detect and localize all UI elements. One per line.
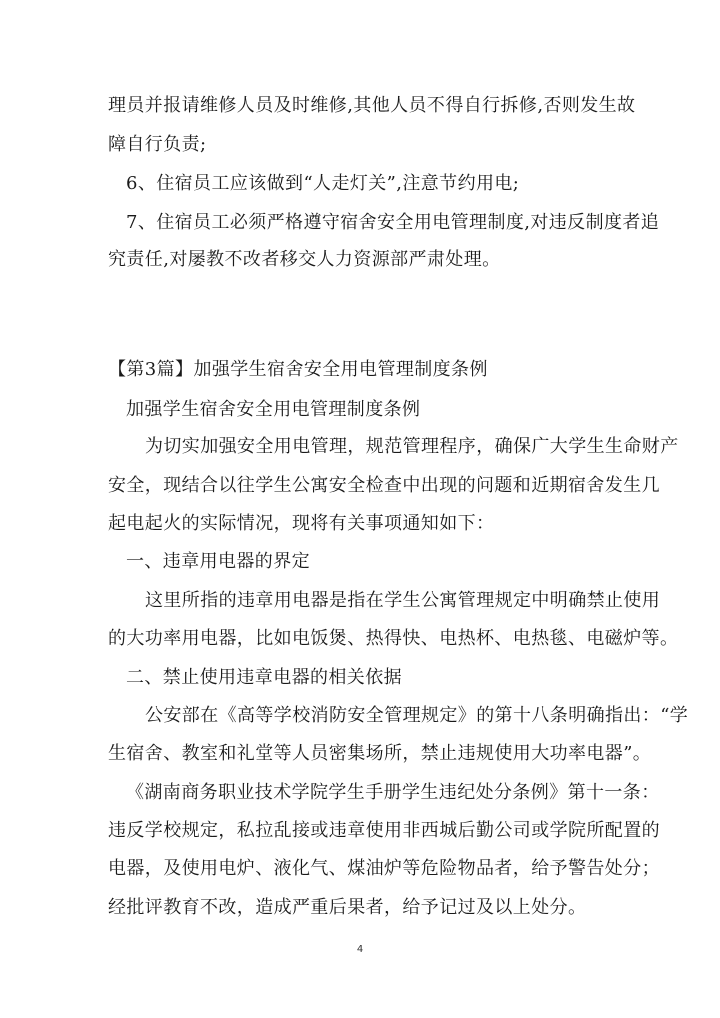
section-1-body-line-2: 的大功率用电器，比如电饭煲、热得快、电热杯、电热毯、电磁炉等。 xyxy=(108,628,679,649)
section-2-para-1-line-2: 生宿舍、教室和礼堂等人员密集场所，禁止违规使用大功率电器”。 xyxy=(108,743,652,764)
section-2-para-1-line-1: 公安部在《高等学校消防安全管理规定》的第十八条明确指出：“学 xyxy=(145,705,689,726)
rule-item-7-line-2: 究责任,对屡教不改者移交人力资源部严肃处理。 xyxy=(108,249,501,270)
section-2-para-2-line-4: 经批评教育不改，造成严重后果者，给予记过及以上处分。 xyxy=(108,897,587,918)
rule-item-6: 6、住宿员工应该做到“人走灯关”,注意节约用电; xyxy=(126,173,520,194)
section-2-title: 二、禁止使用违章电器的相关依据 xyxy=(126,667,402,688)
section-1-body-line-1: 这里所指的违章用电器是指在学生公寓管理规定中明确禁止使用 xyxy=(145,590,661,611)
section-2-para-2-line-3: 电器，及使用电炉、液化气、煤油炉等危险物品者，给予警告处分； xyxy=(108,858,660,879)
intro-line-2: 安全，现结合以往学生公寓安全检查中出现的问题和近期宿舍发生几 xyxy=(108,475,660,496)
intro-line-1: 为切实加强安全用电管理，规范管理程序，确保广大学生生命财产 xyxy=(145,436,679,457)
section-1-title: 一、违章用电器的界定 xyxy=(126,551,310,572)
page-number: 4 xyxy=(356,944,364,955)
rule-item-7-line-1: 7、住宿员工必须严格遵守宿舍安全用电管理制度,对违反制度者追 xyxy=(126,212,660,233)
continuation-line-1: 理员并报请维修人员及时维修,其他人员不得自行拆修,否则发生故 xyxy=(108,95,636,116)
section-heading: 【第3篇】加强学生宿舍安全用电管理制度条例 xyxy=(108,359,488,380)
intro-line-3: 起电起火的实际情况，现将有关事项通知如下： xyxy=(108,513,495,534)
section-2-para-2-line-2: 违反学校规定，私拉乱接或违章使用非西城后勤公司或学院所配置的 xyxy=(108,820,660,841)
continuation-line-2: 障自行负责; xyxy=(108,134,207,155)
document-subtitle: 加强学生宿舍安全用电管理制度条例 xyxy=(126,399,421,420)
section-2-para-2-line-1: 《湖南商务职业技术学院学生手册学生违纪处分条例》第十一条： xyxy=(126,782,660,803)
